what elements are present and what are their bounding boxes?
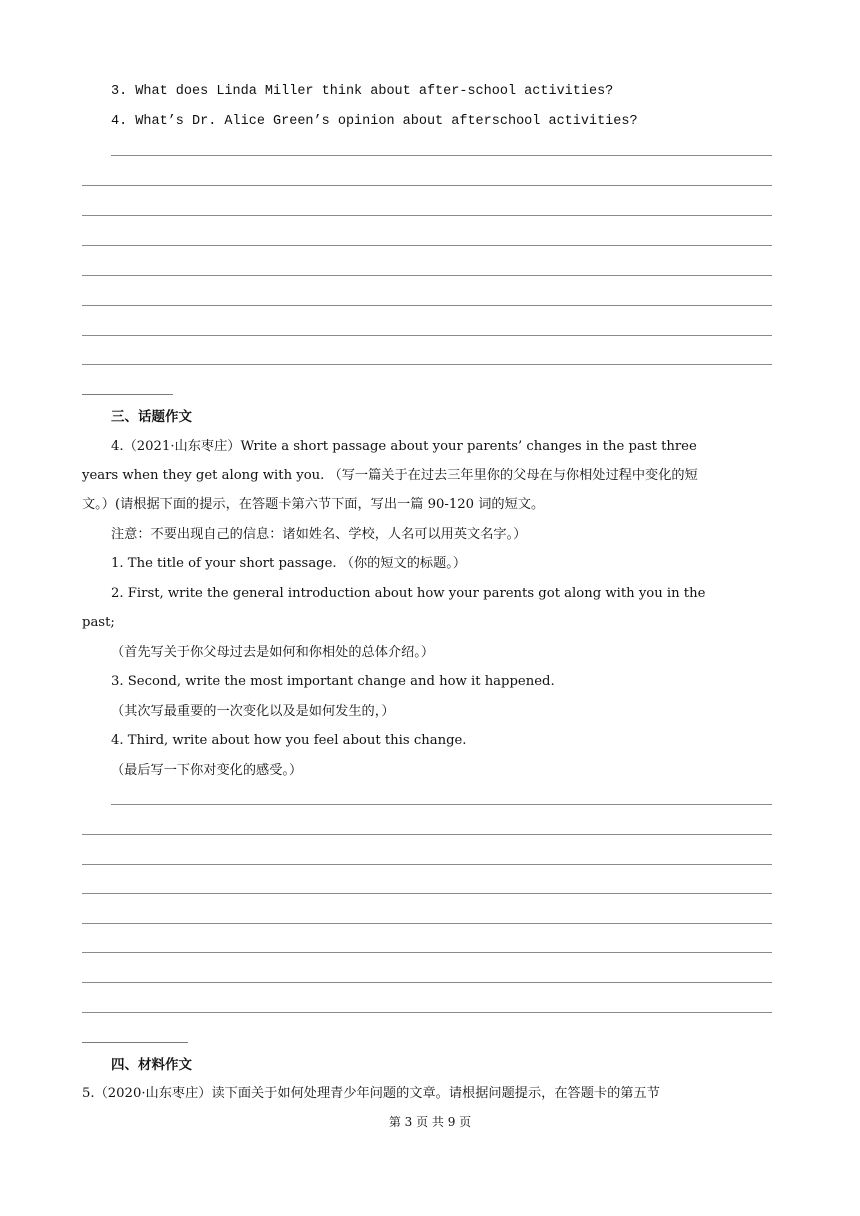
hint-3-cn: （其次写最重要的一次变化以及是如何发生的，） bbox=[111, 704, 395, 719]
answer-line bbox=[111, 804, 772, 805]
hint-2: 2. First, write the general introduction about how your parents got along with you in the bbox=[111, 586, 706, 601]
question-4: 4. What’s Dr. Alice Green’s opinion about afterschool activities? bbox=[111, 114, 638, 129]
answer-line bbox=[82, 185, 772, 186]
section-heading-material-writing: 四、材料作文 bbox=[111, 1057, 192, 1073]
answer-line bbox=[82, 1012, 772, 1013]
hint-3: 3. Second, write the most important change and how it happened. bbox=[111, 674, 555, 689]
answer-line-short bbox=[82, 1042, 188, 1043]
answer-line bbox=[82, 335, 772, 336]
hint-2-cn: （首先写关于你父母过去是如何和你相处的总体介绍。） bbox=[111, 645, 435, 660]
prompt-line: 5.（2020·山东枣庄）读下面关于如何处理青少年问题的文章。请根据问题提示，在答题卡的第五节 bbox=[82, 1086, 660, 1101]
prompt-line: 文。）(请根据下面的提示，在答题卡第六节下面，写出一篇 90-120 词的短文。 bbox=[82, 497, 545, 512]
prompt-line: 4.（2021·山东枣庄）Write a short passage about your parents’ changes in the past three bbox=[111, 439, 697, 454]
answer-line bbox=[82, 364, 772, 365]
prompt-line: years when they get along with you. （写一篇关于在过去三年里你的父母在与你相处过程中变化的短 bbox=[82, 468, 698, 483]
hint-4: 4. Third, write about how you feel about this change. bbox=[111, 733, 467, 748]
hint-1: 1. The title of your short passage. （你的短文的标题。） bbox=[111, 556, 467, 571]
answer-line bbox=[82, 305, 772, 306]
answer-line bbox=[82, 982, 772, 983]
answer-line bbox=[82, 893, 772, 894]
answer-line bbox=[82, 834, 772, 835]
page-footer: 第 3 页 共 9 页 bbox=[388, 1115, 472, 1129]
answer-line bbox=[82, 245, 772, 246]
section-heading-topic-writing: 三、话题作文 bbox=[111, 409, 192, 425]
prompt-note: 注意：不要出现自己的信息：诸如姓名、学校，人名可以用英文名字。） bbox=[111, 527, 527, 542]
answer-line bbox=[82, 275, 772, 276]
answer-line bbox=[82, 864, 772, 865]
answer-line bbox=[111, 155, 772, 156]
hint-2-cont: past; bbox=[82, 615, 115, 630]
question-3: 3. What does Linda Miller think about after-school activities? bbox=[111, 84, 614, 99]
answer-line bbox=[82, 215, 772, 216]
answer-line bbox=[82, 952, 772, 953]
answer-line bbox=[82, 923, 772, 924]
hint-4-cn: （最后写一下你对变化的感受。） bbox=[111, 763, 303, 778]
answer-line-short bbox=[82, 394, 173, 395]
